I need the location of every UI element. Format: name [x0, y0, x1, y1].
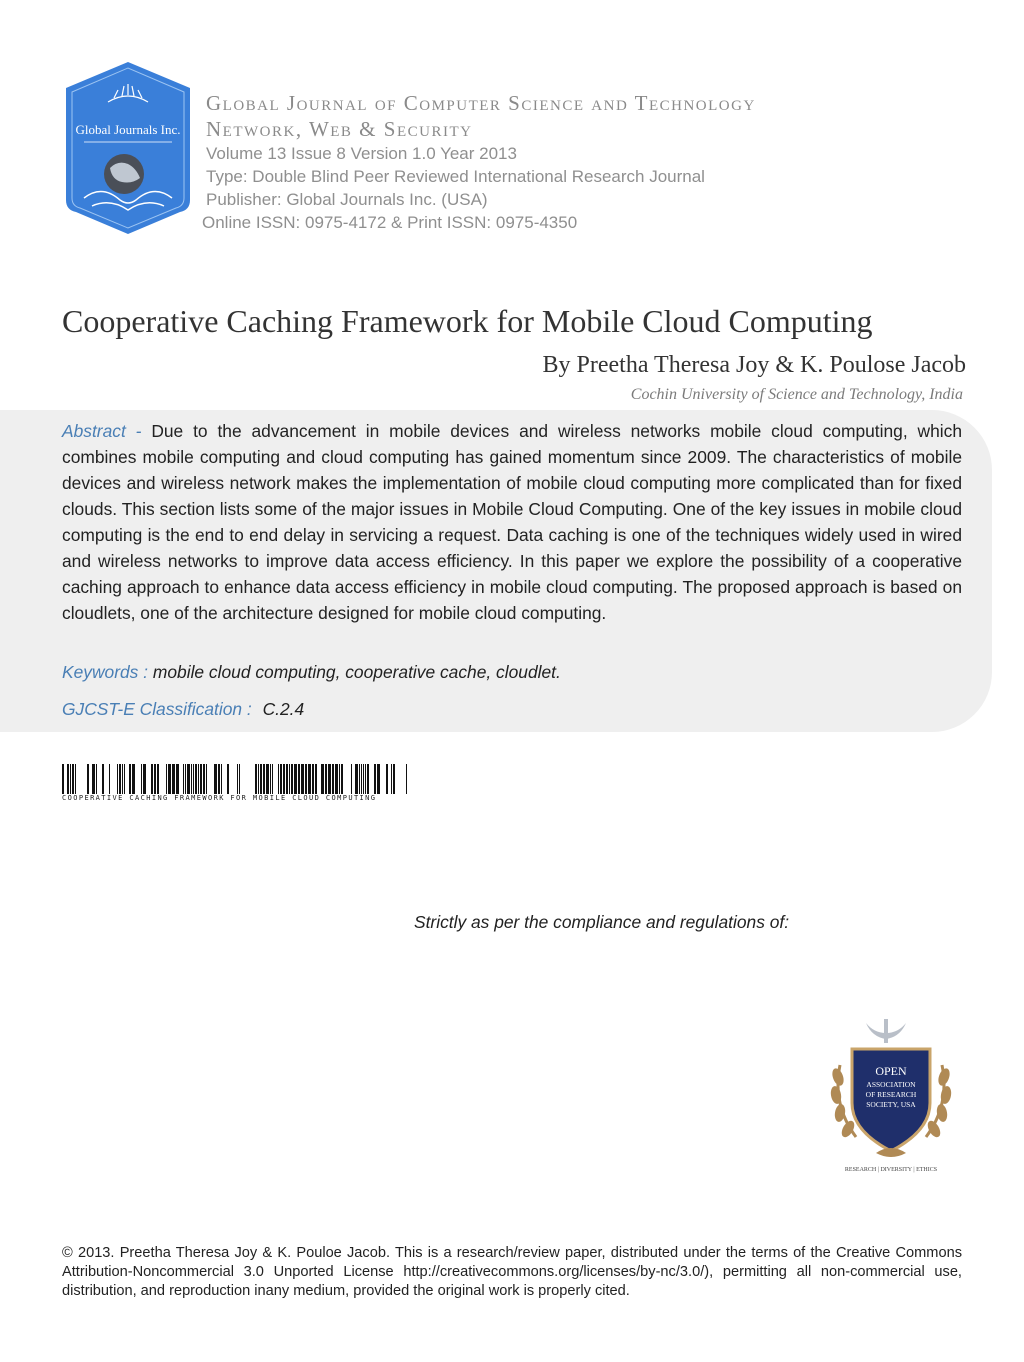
compliance-note: Strictly as per the compliance and regulations of:: [414, 912, 790, 932]
journal-publisher: Publisher: Global Journals Inc. (USA): [206, 190, 488, 209]
journal-volume: Volume 13 Issue 8 Version 1.0 Year 2013: [206, 144, 517, 163]
barcode-bar: [72, 764, 74, 794]
barcode-bar: [75, 764, 76, 794]
barcode-bar: [305, 764, 307, 794]
barcode-bar: [339, 764, 340, 794]
open-association-seal: [826, 1015, 956, 1175]
barcode-bar: [278, 764, 279, 794]
barcode-bar: [341, 764, 343, 794]
barcode-bar: [92, 764, 95, 794]
barcode-bar: [183, 764, 184, 794]
barcode-bar: [351, 764, 352, 794]
barcode-bar: [328, 764, 331, 794]
barcode-bar: [206, 764, 207, 794]
journal-issn: Online ISSN: 0975-4172 & Print ISSN: 0975-4350: [202, 213, 578, 232]
seal-motto: RESEARCH | DIVERSITY | ETHICS: [844, 1167, 938, 1173]
barcode-bar: [298, 764, 300, 794]
barcode-bar: [198, 764, 199, 794]
barcode-bar: [294, 764, 297, 794]
seal-line2: ASSOCIATION: [866, 1080, 916, 1089]
barcode-bar: [119, 764, 121, 794]
barcode-bar: [332, 764, 334, 794]
barcode-bar: [185, 764, 186, 794]
barcode-bar: [96, 764, 97, 794]
barcode-bar: [391, 764, 392, 794]
barcode-bar: [218, 764, 220, 794]
global-journals-logo: [62, 60, 194, 236]
barcode-bar: [291, 764, 293, 794]
paper-title: Cooperative Caching Framework for Mobile Cloud Computing: [62, 303, 873, 339]
barcode-bar: [272, 764, 273, 794]
barcode-bar: [67, 764, 69, 794]
barcode-bar: [286, 764, 288, 794]
barcode-bar: [129, 764, 131, 794]
barcode-caption: COOPERATIVE CACHING FRAMEWORK FOR MOBILE CLOUD COMPUTING: [62, 794, 377, 802]
barcode-bar: [386, 764, 388, 794]
journal-title-line2: Network, Web & Security: [206, 117, 473, 141]
barcode-bar: [335, 764, 338, 794]
abstract: [62, 418, 962, 626]
barcode-bar: [355, 764, 358, 794]
seal-line1: OPEN: [875, 1064, 907, 1078]
barcode-bar: [266, 764, 269, 794]
barcode-bar: [109, 764, 110, 794]
paper-authors: By Preetha Theresa Joy & K. Poulose Jacob: [542, 352, 966, 378]
logo-text: Global Journals Inc.: [75, 122, 181, 137]
barcode-bar: [157, 764, 159, 794]
barcode-bar: [365, 764, 366, 794]
classification-value: C.2.4: [262, 699, 305, 719]
barcode-bar: [367, 764, 369, 794]
barcode-bar: [308, 764, 311, 794]
barcode-bar: [102, 764, 104, 794]
barcode-bar: [258, 764, 259, 794]
barcode-bar: [117, 764, 118, 794]
barcode-bar: [283, 764, 285, 794]
barcode-bar: [143, 764, 146, 794]
paper-affiliation: Cochin University of Science and Technology, India: [630, 386, 963, 403]
classification-label: GJCST-E Classification :: [62, 699, 252, 719]
seal-line3: OF RESEARCH: [865, 1090, 917, 1099]
barcode-bar: [270, 764, 271, 794]
abstract-text: Due to the advancement in mobile devices and wireless networks mobile cloud computing, which combines mobile computing and cloud computing has gained momentum since 2009. The characteristics of mobile devices and wireless network makes the implementation of mobile cloud computing more complicated than for fixed clouds. This section lists some of the major issues in Mobile Cloud Computing. One of the key issues in mobile cloud computing is the end to end delay in servicing a request. Data caching is one of the techniques widely used in wired and wireless networks to improve data access efficiency. In this paper we explore the possibility of a cooperative caching approach to enhance data access efficiency in mobile cloud computing. The proposed approach is based on cloudlets, one of the architecture designed for mobile cloud computing.: [62, 421, 962, 623]
barcode-bar: [221, 764, 222, 794]
barcode-bar: [70, 764, 71, 794]
barcode-bar: [325, 764, 327, 794]
barcode-bar: [359, 764, 360, 794]
barcode-bar: [151, 764, 153, 794]
barcode-bar: [301, 764, 304, 794]
barcode-bar: [263, 764, 265, 794]
barcode-bar: [289, 764, 290, 794]
barcode-bar: [255, 764, 257, 794]
journal-type: Type: Double Blind Peer Reviewed International Research Journal: [206, 167, 705, 186]
barcode-bar: [239, 764, 240, 794]
barcode-bar: [172, 764, 175, 794]
barcode-bar: [377, 764, 380, 794]
journal-title-line1: Global Journal of Computer Science and Technology: [206, 91, 756, 115]
barcode-bar: [193, 764, 194, 794]
barcode-bar: [406, 764, 407, 794]
barcode-bar: [62, 764, 64, 794]
barcode-bar: [312, 764, 314, 794]
barcode-bar: [191, 764, 192, 794]
journal-info: [202, 90, 906, 234]
seal-line4: SOCIETY, USA: [866, 1100, 916, 1109]
barcode-bar: [187, 764, 190, 794]
barcode-bar: [200, 764, 202, 794]
classification: [62, 699, 304, 720]
barcode-bar: [166, 764, 167, 794]
barcode-bar: [124, 764, 125, 794]
barcode-bar: [237, 764, 238, 794]
barcode-bar: [260, 764, 262, 794]
barcode-bar: [132, 764, 135, 794]
barcode-bar: [393, 764, 395, 794]
barcode-bar: [227, 764, 229, 794]
barcode-bar: [122, 764, 123, 794]
barcode-bar: [87, 764, 89, 794]
abstract-label: Abstract -: [62, 421, 142, 441]
barcode-bar: [374, 764, 376, 794]
keywords-value: mobile cloud computing, cooperative cache, cloudlet.: [152, 662, 561, 682]
license-text: © 2013. Preetha Theresa Joy & K. Pouloe Jacob. This is a research/review paper, distributed under the terms of the Creative Commons Attribution-Noncommercial 3.0 Unported License http://creativecommons.org/licenses/by-nc/3.0/), permitting all non-commercial use, distribution, and reproduction inany medium, provided the original work is properly cited.: [62, 1245, 962, 1299]
barcode: [62, 764, 407, 794]
barcode-bar: [315, 764, 317, 794]
barcode-bar: [203, 764, 205, 794]
keywords-label: Keywords :: [62, 662, 149, 682]
barcode-bar: [154, 764, 156, 794]
barcode-bar: [141, 764, 142, 794]
barcode-bar: [280, 764, 282, 794]
barcode-bar: [168, 764, 171, 794]
barcode-bar: [176, 764, 179, 794]
keywords: [62, 662, 561, 683]
barcode-bar: [361, 764, 362, 794]
barcode-bar: [321, 764, 324, 794]
barcode-bar: [363, 764, 364, 794]
barcode-bar: [195, 764, 197, 794]
barcode-bar: [214, 764, 217, 794]
